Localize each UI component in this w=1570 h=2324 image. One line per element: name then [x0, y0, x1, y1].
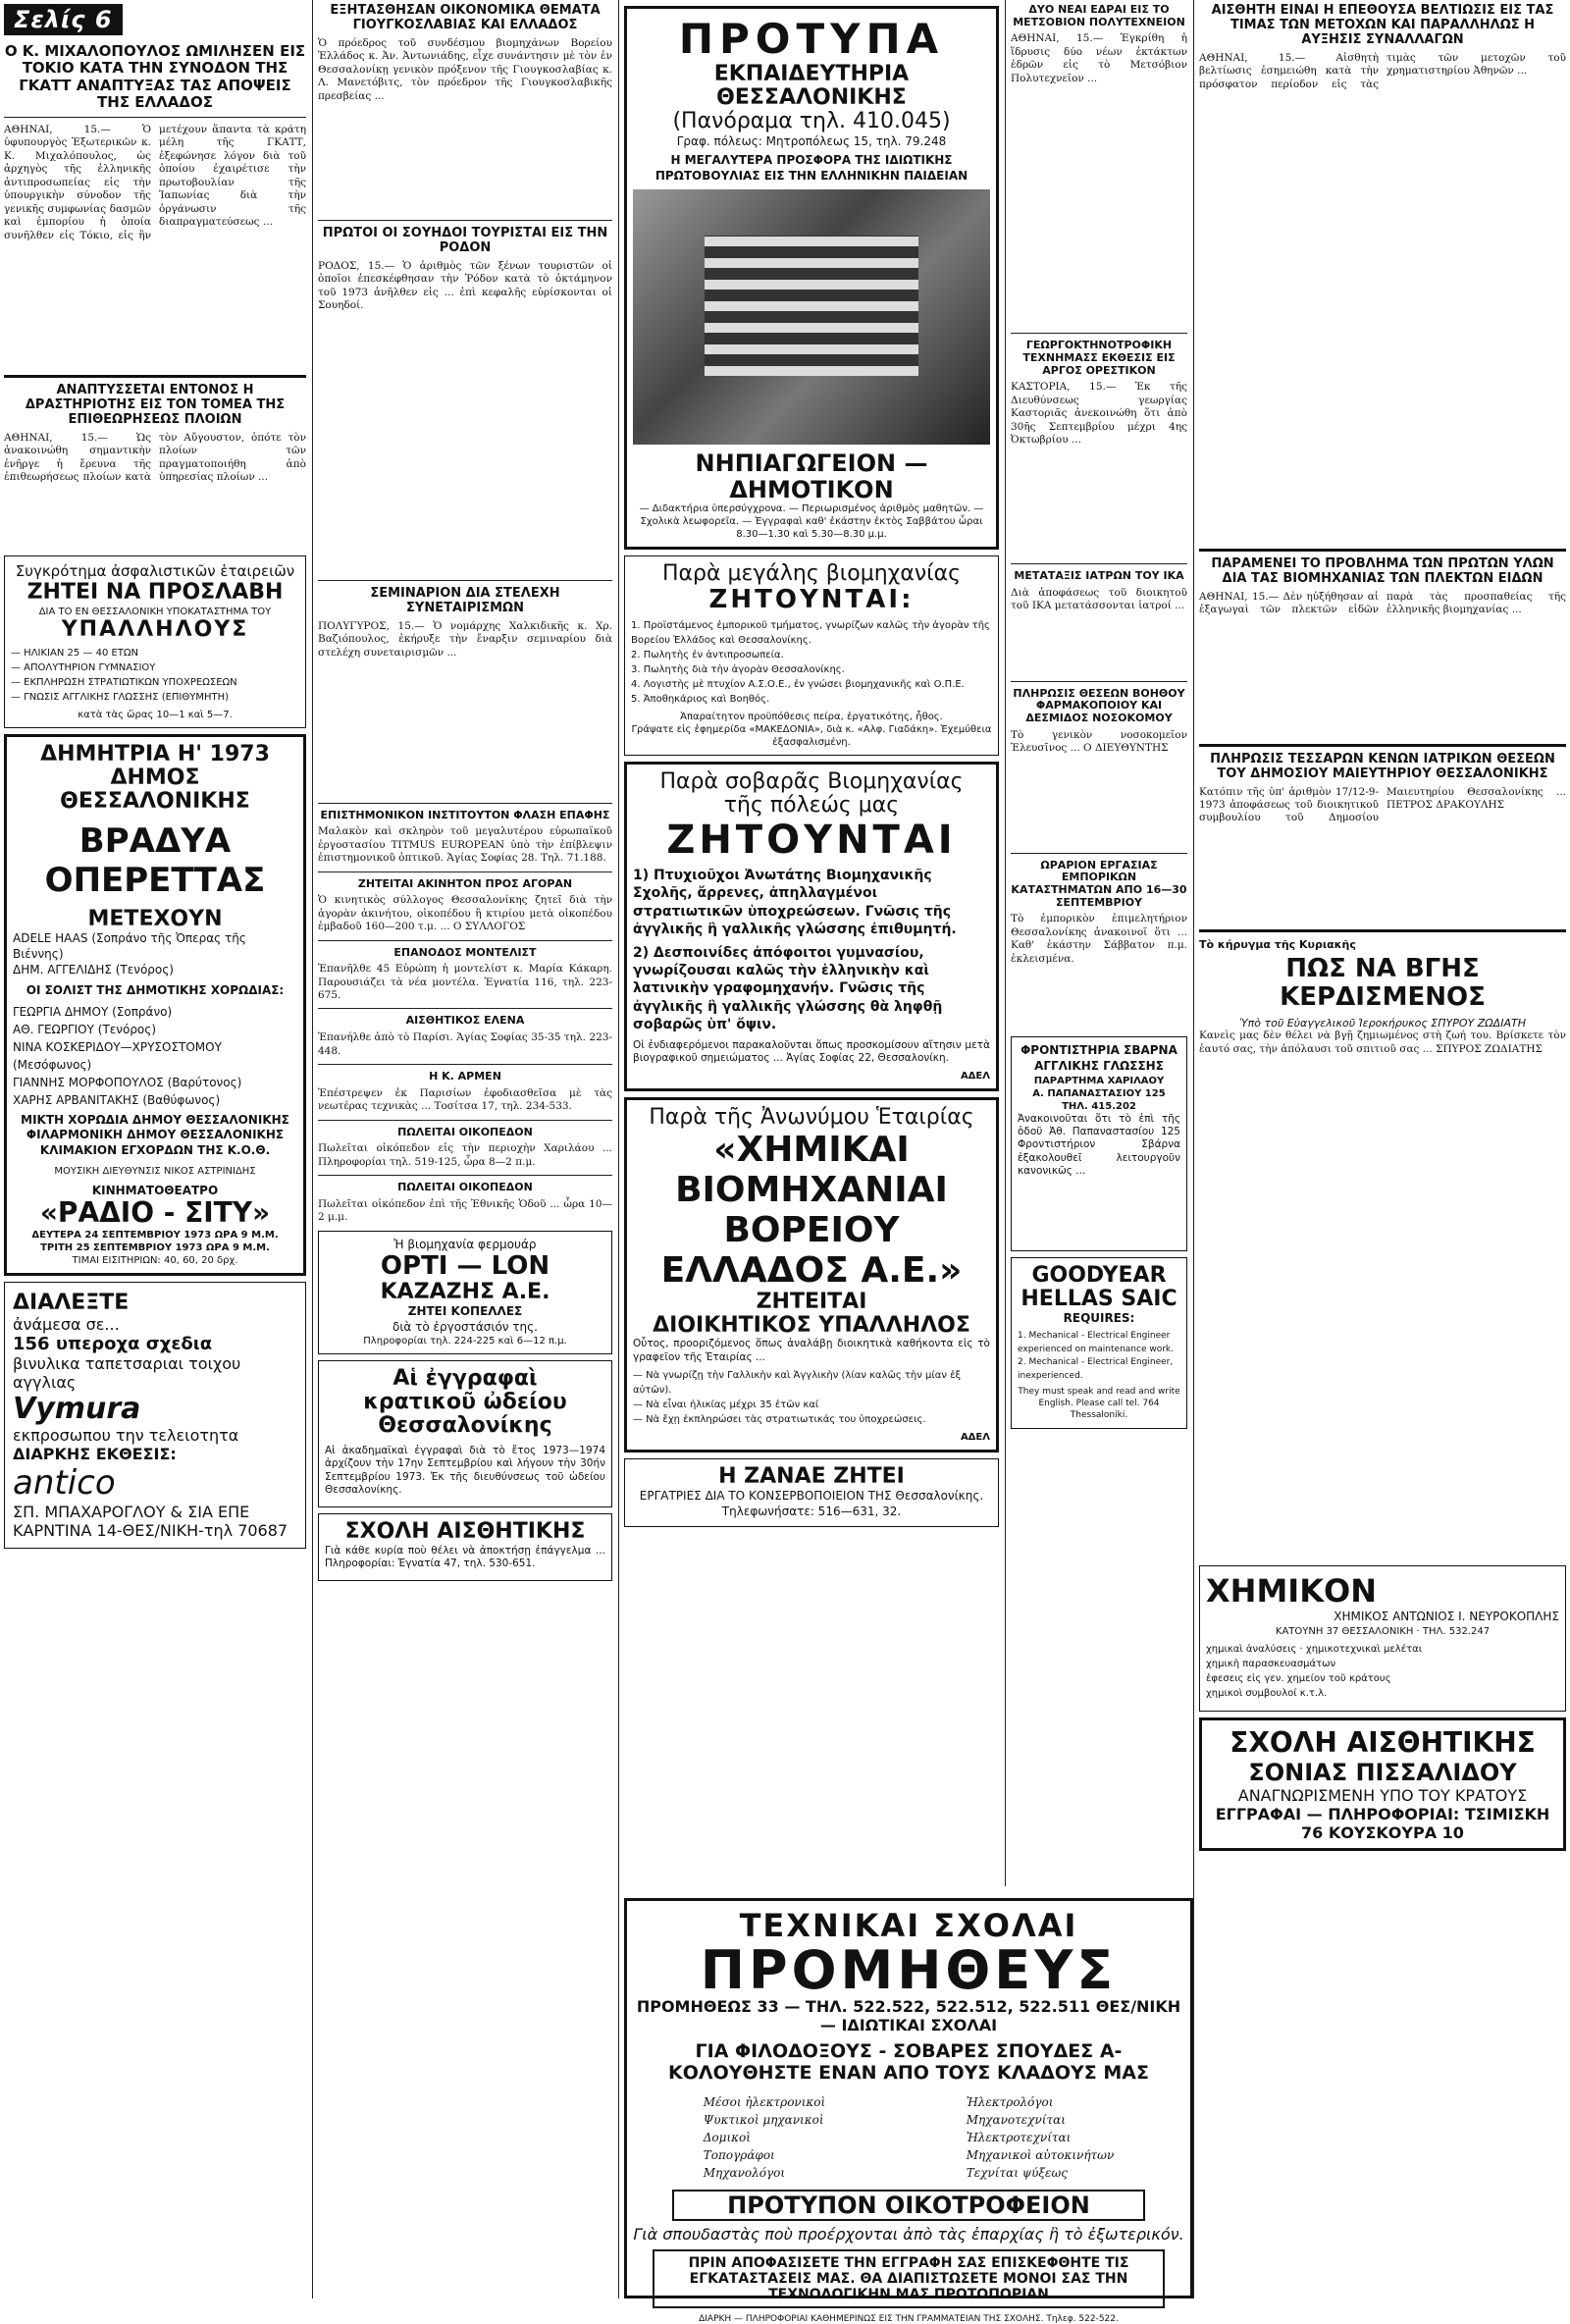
ad-title: ΣΧΟΛΗ ΑΙΣΘΗΤΙΚΗΣ: [1230, 1725, 1536, 1759]
list-item: Μηχανοτεχνίται: [966, 2113, 1066, 2127]
ad-heading: ΕΚΠΑΙΔΕΥΤΗΡΙΑ ΘΕΣΣΑΛΟΝΙΚΗΣ: [713, 62, 910, 111]
list-item: χημικοὶ συμβουλοί κ.τ.λ.: [1206, 1687, 1328, 1699]
list-item: — ΑΠΟΛΥΤΗΡΙΟΝ ΓΥΜΝΑΣΙΟΥ: [11, 661, 156, 673]
venue-name: «ΡΑΔΙΟ - ΣΙΤΥ»: [39, 1196, 271, 1230]
requirements-list: [633, 867, 990, 1033]
ad-subheading: ΟΙ ΣΟΛΙΣΤ ΤΗΣ ΔΗΜΟΤΙΚΗΣ ΧΟΡΩΔΙΑΣ:: [26, 983, 285, 998]
ad-line: ΤΗΛ. 415.202: [1062, 1100, 1136, 1112]
classified-title: ΠΩΛΕΙΤΑΙ ΟΙΚΟΠΕΔΟΝ: [397, 1125, 533, 1138]
ad-line: βινυλικα ταπετσαριαι τοιχου αγγλιας: [13, 1353, 241, 1392]
ad-body: Αἱ ἀκαδημαϊκαὶ ἐγγραφαὶ διὰ τὸ ἔτος 1973—1974 ἀρχίζουν τὴν 17ην Σεπτεμβρίου καὶ λήγουν τὴν 30ήν Σεπτεμβρίου 1973. Ἐκ τῆς διευθύνσεως τοῦ ὠδείου Θεσσαλονίκης.: [325, 1444, 605, 1496]
classified-title: ΠΩΛΕΙΤΑΙ ΟΙΚΟΠΕΔΟΝ: [397, 1181, 533, 1194]
ad-title: ΣΟΝΙΑΣ ΠΙΣΣΑΛΙΔΟΥ: [1248, 1758, 1517, 1786]
article-headline: ΑΙΣΘΗΤΗ ΕΙΝΑΙ Η ΕΠΕΘΟΥΣΑ ΒΕΛΤΙΩΣΙΣ ΕΙΣ ΤΑΣ ΤΙΜΑΣ ΤΩΝ ΜΕΤΟΧΩΝ ΚΑΙ ΠΑΡΑΛΛΗΛΩΣ Η ΑΥΞΗΣΙΣ ΣΥΝΑΛΛΑΓΩΝ: [1211, 3, 1554, 47]
classified-title: ΕΠΑΝΟΔΟΣ ΜΟΝΤΕΛΙΣΤ: [393, 945, 537, 959]
classified-body: Πωλεῖται οἰκόπεδον ἐπὶ τῆς Ἐθνικῆς Ὁδοῦ ... ὧρα 10—2 μ.μ.: [318, 1197, 612, 1224]
list-item: 1) Πτυχιοῦχοι Ἀνωτάτης Βιομηχανικῆς Σχολῆς, ἄρρενες, ἀπηλλαγμένοι στρατιωτικῶν ὑποχρεώσεων. Γνῶσις τῆς ἀγγλικῆς ἢ γαλλικῆς γλώσσης ἐπιθυμητή.: [633, 868, 957, 937]
ad-line: Η ΜΕΓΑΛΥΤΕΡΑ ΠΡΟΣΦΟΡΑ ΤΗΣ ΙΔΙΩΤΙΚΗΣ ΠΡΩΤΟΒΟΥΛΙΑΣ ΕΙΣ ΤΗΝ ΕΛΛΗΝΙΚΗΝ ΠΑΙΔΕΙΑΝ: [654, 153, 968, 183]
article-headline: ΠΑΡΑΜΕΝΕΙ ΤΟ ΠΡΟΒΛΗΜΑ ΤΩΝ ΠΡΩΤΩΝ ΥΛΩΝ ΔΙΑ ΤΑΣ ΒΙΟΜΗΧΑΝΙΑΣ ΤΩΝ ΠΛΕΚΤΩΝ ΕΙΔΩΝ: [1211, 555, 1554, 586]
article-body: ΑΘΗΝΑΙ, 15.— Δὲν ηὐξήθησαν αἱ ἐξαγωγαὶ τῶν πλεκτῶν εἰδῶν παρὰ τὰς προσπαθείας τῆς ἑλληνικῆς βιομηχανίας ...: [1199, 590, 1566, 616]
ad-line: (Πανόραμα τηλ. 410.045): [672, 109, 951, 134]
company-name: ΒΟΡΕΙΟΥ ΕΛΛΑΔΟΣ Α.Ε.»: [660, 1210, 963, 1292]
conservatory-ad: [318, 1360, 612, 1507]
school-name: ΠΡΟΜΗΘΕΥΣ: [700, 1939, 1118, 2001]
ad-line: κατὰ τὰς ὥρας 10—1 καὶ 5—7.: [78, 709, 233, 720]
list-item: — ΓΝΩΣΙΣ ΑΓΓΛΙΚΗΣ ΓΛΩΣΣΗΣ (ΕΠΙΘΥΜΗΤΗ): [11, 691, 230, 703]
ad-line: ΕΓΓΡΑΦΑΙ — ΠΛΗΡΟΦΟΡΙΑΙ: ΤΣΙΜΙΣΚΗ 76 ΚΟΥΣΚΟΥΡΑ 10: [1215, 1804, 1550, 1842]
list-item: ΧΑΡΗΣ ΑΡΒΑΝΙΤΑΚΗΣ (Βαθύφωνος): [13, 1092, 221, 1107]
operetta-ad: [4, 734, 306, 1276]
ad-code: ΑΔΕΛ: [960, 1432, 990, 1444]
ad-line: ΖΗΤΕΙ ΚΟΠΕΛΛΕΣ: [407, 1303, 523, 1318]
courses-list: [704, 2093, 825, 2182]
svarna-tutoring-ad: [1011, 1036, 1187, 1250]
ad-line: ΚΑΤΟΥΝΗ 37 ΘΕΣΣΑΛΟΝΙΚΗ · ΤΗΛ. 532.247: [1275, 1625, 1491, 1637]
list-item: χημικαὶ ἀναλύσεις · χημικοτεχνικαὶ μελέται: [1206, 1643, 1423, 1655]
list-item: 2. Mechanical - Electrical Engineer, inexperienced.: [1018, 1357, 1174, 1381]
services-list: [1206, 1642, 1559, 1701]
list-item: Τοπογράφοι: [703, 2148, 775, 2162]
ad-title: ΧΗΜΙΚΟΝ: [1206, 1572, 1377, 1611]
classified-body: Τὸ ἐμπορικὸν ἐπιμελητήριον Θεσσαλονίκης ἀνακοινοῖ ὅτι ... Καθ' ἑκάστην Σάββατον π.μ. ἐκλεισμένα.: [1011, 913, 1187, 965]
ad-heading: ΖΗΤΕΙ ΝΑ ΠΡΟΣΛΑΒΗ: [26, 580, 284, 606]
ad-line: ΔΙΑ ΤΟ ΕΝ ΘΕΣΣΑΛΟΝΙΚΗ ΥΠΟΚΑΤΑΣΤΗΜΑ ΤΟΥ: [38, 606, 272, 617]
ad-heading: ΜΕΤΕΧΟΥΝ: [87, 907, 223, 932]
ad-line: ΑΝΑΓΝΩΡΙΣΜΕΝΗ ΥΠΟ ΤΟΥ ΚΡΑΤΟΥΣ: [1237, 1785, 1528, 1805]
article-headline: Ο Κ. ΜΙΧΑΛΟΠΟΥΛΟΣ ΩΜΙΛΗΣΕΝ ΕΙΣ ΤΟΚΙΟ ΚΑΤΑ ΤΗΝ ΣΥΝΟΔΟΝ ΤΗΣ ΓΚΑΤΤ ΑΝΑΠΤΥΞΑΣ ΤΑΣ ΑΠΟΨΕΙΣ ΤΗΣ ΕΛΛΑΔΟΣ: [4, 42, 306, 111]
requirements-list: [11, 646, 299, 705]
ad-heading: ΖΗΤΟΥΝΤΑΙ:: [708, 585, 915, 615]
list-item: ΑΘ. ΓΕΩΡΓΙΟΥ (Τενόρος): [13, 1022, 156, 1036]
ad-line: 156 υπεροχα σχεδια: [13, 1333, 213, 1354]
ad-line: ἀνάμεσα σε...: [13, 1314, 120, 1334]
list-item: Ψυκτικοὶ μηχανικοὶ: [703, 2113, 824, 2127]
ad-line: — Διδακτήρια ὑπερσύγχρονα. — Περιωρισμένος ἀριθμὸς μαθητῶν. — Σχολικὰ λεωφορεῖα. — Ἐγγραφαὶ καθ' ἑκάστην ἐκτὸς Σαββάτου ὧραι 8.30—1.30 καὶ 5.30—8.30 μ.μ.: [639, 503, 984, 541]
ad-callout: ΠΡΙΝ ΑΠΟΦΑΣΙΣΕΤΕ ΤΗΝ ΕΓΓΡΑΦΗ ΣΑΣ ΕΠΙΣΚΕΦΘΗΤΕ ΤΙΣ ΕΓΚΑΤΑΣΤΑΣΕΙΣ ΜΑΣ. ΘΑ ΔΙΑΠΙΣΤΩΣΕΤΕ ΜΟΝΟΙ ΣΑΣ ΤΗΝ ΤΕΧΝΟΛΟΓΙΚΗΝ ΜΑΣ ΠΡΩΤΟΠΟΡΙΑΝ: [653, 2249, 1165, 2308]
ad-body: Οὗτος, προοριζόμενος ὅπως ἀναλάβῃ διοικητικὰ καθήκοντα εἰς τὸ γραφεῖον τῆς Ἑταιρίας ...: [633, 1338, 990, 1363]
list-item: 2) Δεσποινίδες ἀπόφοιτοι γυμνασίου, γνωρίζουσαι καλῶς τὴν ἑλληνικὴν καὶ λατινικὴν γραφομηχανήν. Γνῶσις τῆς ἀγγλικῆς ἢ γαλλικῆς γλώσσης θὰ ληφθῇ σοβαρῶς ὑπ' ὄψιν.: [633, 945, 943, 1032]
chemistry-lab-ad: [1199, 1565, 1566, 1712]
article-body: Ὁ πρόεδρος τοῦ συνδέσμου βιομηχάνων Βορείου Ἑλλάδος κ. Ἀν. Ἀντωνιάδης, εἶχε συνάντησιν μὲ τὸν ἐν Θεσσαλονίκῃ γενικὸν πρόξενον τῆς Γιουγκοσλαβίας κ. Λ. Μανετόβιτς, τὸν πρόεδρον τῆς Γιουγκοσλαβικῆς πρεσβείας ...: [318, 36, 612, 102]
serious-industry-ad: [624, 762, 999, 1091]
ad-line: ΔΙΑΡΚΗΣ ΕΚΘΕΣΙΣ:: [13, 1444, 177, 1463]
classified-title: ΩΡΑΡΙΟΝ ΕΡΓΑΣΙΑΣ ΕΜΠΟΡΙΚΩΝ ΚΑΤΑΣΤΗΜΑΤΩΝ ΑΠΟ 16—30 ΣΕΠΤΕΜΒΡΙΟΥ: [1011, 858, 1187, 909]
classified-title: ΠΛΗΡΩΣΙΣ ΘΕΣΕΩΝ ΒΟΗΘΟΥ ΦΑΡΜΑΚΟΠΟΙΟΥ ΚΑΙ ΔΕΣΜΙΔΟΣ ΝΟΣΟΚΟΜΟΥ: [1013, 686, 1185, 725]
ad-line: Γιὰ σπουδαστὰς ποὺ προέρχονται ἀπὸ τὰς ἐπαρχίας ἢ τὸ ἐξωτερικόν.: [633, 2225, 1184, 2244]
list-item: 5. Ἀποθηκάριος καὶ Βοηθός.: [631, 693, 770, 705]
article-body: ΑΘΗΝΑΙ, 15.— Αἰσθητὴ βελτίωσις ἐσημειώθη κατὰ τὴν πρόσφατον περίοδον εἰς τὰς τιμὰς τῶν μετοχῶν τοῦ χρηματιστηρίου Ἀθηνῶν ...: [1199, 51, 1566, 90]
byline: Ὑπὸ τοῦ Εὐαγγελικοῦ Ἱεροκήρυκος ΣΠΥΡΟΥ ΖΩΔΙΑΤΗ: [1239, 1017, 1526, 1030]
column-4: [1011, 0, 1187, 1886]
ad-code: ΑΔΕΛ: [960, 1070, 990, 1082]
list-item: — ΕΚΠΛΗΡΩΣΗ ΣΤΡΑΤΙΩΤΙΚΩΝ ΥΠΟΧΡΕΩΣΕΩΝ: [11, 676, 237, 688]
ad-body: Οἱ ἐνδιαφερόμενοι παρακαλοῦνται ὅπως προσκομίσουν αἴτησιν μετὰ βιογραφικοῦ σημειώματος ... Ἁγίας Σοφίας 22, Θεσσαλονίκη.: [633, 1038, 990, 1065]
article-headline: ΣΕΜΙΝΑΡΙΟΝ ΔΙΑ ΣΤΕΛΕΧΗ ΣΥΝΕΤΑΙΡΙΣΜΩΝ: [370, 585, 560, 615]
article-headline: ΓΕΩΡΓΟΚΤΗΝΟΤΡΟΦΙΚΗ ΤΕΧΝΗΜΑΣΣ ΕΚΘΕΣΙΣ ΕΙΣ ΑΡΓΟΣ ΟΡΕΣΤΙΚΟΝ: [1022, 339, 1176, 377]
classified-title: ΕΠΙΣΤΗΜΟΝΙΚΟΝ ΙΝΣΤΙΤΟΥΤΟΝ ΦΛΑΣΗ ΕΠΑΦΗΣ: [320, 808, 610, 821]
ad-title: ΖΗΤΟΥΝΤΑΙ: [666, 818, 957, 864]
article-body: ΠΟΛΥΓΥΡΟΣ, 15.— Ὁ νομάρχης Χαλκιδικῆς κ. Χρ. Βαζιόπουλος, ἐκήρυξε τὴν ἔναρξιν σεμιναρίου διὰ στελέχη συνεταιρισμῶν ...: [318, 619, 612, 659]
vymura-ad: [4, 1282, 306, 1549]
article-body: Κατόπιν τῆς ὑπ' ἀριθμὸν 17/12-9-1973 ἀποφάσεως τοῦ διοικητικοῦ συμβουλίου τοῦ Δημοσίου Μαιευτηρίου Θεσσαλονίκης ... ΠΕΤΡΟΣ ΔΡΑΚΟΥΛΗΣ: [1199, 785, 1566, 824]
article-headline: ΠΛΗΡΩΣΙΣ ΤΕΣΣΑΡΩΝ ΚΕΝΩΝ ΙΑΤΡΙΚΩΝ ΘΕΣΕΩΝ ΤΟΥ ΔΗΜΟΣΙΟΥ ΜΑΙΕΥΤΗΡΙΟΥ ΘΕΣΣΑΛΟΝΙΚΗΣ: [1210, 751, 1555, 781]
brand-logo: Vymura: [13, 1391, 141, 1426]
brand-logo: antico: [13, 1462, 116, 1503]
date-line: ΔΕΥΤΕΡΑ 24 ΣΕΠΤΕΜΒΡΙΟΥ 1973 ΩΡΑ 9 Μ.Μ.: [31, 1229, 279, 1241]
ad-heading: Αἱ ἐγγραφαὶ: [392, 1366, 538, 1392]
ad-heading: ΤΕΧΝΙΚΑΙ ΣΧΟΛΑΙ: [739, 1907, 1078, 1944]
ad-line: They must speak and read and write English. Please call tel. 764 Thessaloniki.: [1018, 1387, 1180, 1420]
ad-line: ΚΑΡΝΤΙΝΑ 14-ΘΕΣ/ΝΙΚΗ-τηλ 70687: [13, 1520, 288, 1540]
ad-body: Ἀνακοινοῦται ὅτι τὸ ἐπὶ τῆς ὁδοῦ Ἀθ. Παπαναστασίου 125 Φροντιστήριον Σβάρνα ἐξακολουθεῖ λειτουργοῦν κανονικῶς ...: [1018, 1112, 1180, 1178]
list-item: ΓΙΑΝΝΗΣ ΜΟΡΦΟΠΟΥΛΟΣ (Βαρύτονος): [13, 1075, 242, 1089]
list-item: — ΗΛΙΚΙΑΝ 25 — 40 ΕΤΩΝ: [11, 647, 139, 659]
ad-line: Παρὰ σοβαρᾶς Βιομηχανίας: [659, 768, 964, 794]
positions-list: [631, 618, 992, 707]
ad-heading: Η ΖΑΝΑΕ ΖΗΤΕΙ: [718, 1464, 905, 1490]
ad-line: εκπροσωπου την τελειοτητα: [13, 1425, 239, 1445]
ad-heading: ΝΗΠΙΑΓΩΓΕΙΟΝ — ΔΗΜΟΤΙΚΟΝ: [695, 449, 928, 503]
ad-line: ΔΙΑΡΚΗ — ΠΛΗΡΟΦΟΡΙΑΙ ΚΑΘΗΜΕΡΙΝΩΣ ΕΙΣ ΤΗΝ ΓΡΑΜΜΑΤΕΙΑΝ ΤΗΣ ΣΧΟΛΗΣ. Τηλεφ. 522-522.: [699, 2314, 1119, 2324]
ad-line: ΣΠ. ΜΠΑΧΑΡΟΓΛΟΥ & ΣΙΑ ΕΠΕ: [13, 1502, 250, 1521]
ad-heading: ΔΙΑΛΕΞΤΕ: [13, 1290, 130, 1315]
list-item: 3. Πωλητὴς διὰ τὴν ἀγορὰν Θεσσαλονίκης.: [631, 663, 845, 675]
classified-body: Πωλεῖται οἰκόπεδον εἰς τὴν περιοχὴν Χαριλάου ... Πληροφορίαι τηλ. 519-125, ὧρα 8—2 π.μ.: [318, 1142, 612, 1168]
list-item: χημικὴ παρασκευασμάτων: [1206, 1658, 1336, 1669]
ad-heading: ΥΠΑΛΛΗΛΟΥΣ: [61, 616, 249, 642]
ad-line: Γράψατε εἰς ἐφημερίδα «ΜΑΚΕΔΟΝΙΑ», διὰ κ. «Αλφ. Γιαδάκη». Ἐχεμύθεια ἐξασφαλισμένη.: [631, 723, 992, 748]
insurance-ad: [4, 555, 306, 728]
classified-body: Ὁ κινητικὸς σύλλογος Θεσσαλονίκης ζητεῖ διὰ τὴν ἀγορὰν ἀκινήτου, οἰκοπέδου ἢ κτιρίου μετὰ οἰκοπέδου ἐμβαδοῦ 160—200 τ.μ. ... Ο ΣΥΛΛΟΓΟΣ: [318, 894, 612, 933]
list-item: ΓΕΩΡΓΙΑ ΔΗΜΟΥ (Σοπράνο): [13, 1004, 173, 1019]
list-item: — Νὰ εἶναι ἡλικίας μέχρι 35 ἐτῶν καί: [633, 1400, 819, 1411]
ad-heading: ΖΗΤΕΙΤΑΙ: [756, 1290, 867, 1315]
classified-body: Τὸ γενικὸν νοσοκομεῖον Ἐλευσῖνος ... Ο ΔΙΕΥΘΥΝΤΗΣ: [1011, 728, 1187, 755]
ad-line: ΠΡΟΜΗΘΕΩΣ 33 — ΤΗΛ. 522.522, 522.512, 522.511 ΘΕΣ/ΝΙΚΗ — ΙΔΙΩΤΙΚΑΙ ΣΧΟΛΑΙ: [636, 1997, 1181, 2034]
section-kicker: Τὸ κήρυγμα τῆς Κυριακῆς: [1199, 937, 1356, 951]
article-headline: ΔΥΟ ΝΕΑΙ ΕΔΡΑΙ ΕΙΣ ΤΟ ΜΕΤΣΟΒΙΟΝ ΠΟΛΥΤΕΧΝΕΙΟΝ: [1013, 3, 1185, 28]
column-1: [4, 0, 306, 2298]
article-headline: ΜΕΤΑΤΑΞΙΣ ΙΑΤΡΩΝ ΤΟΥ ΙΚΑ: [1014, 569, 1184, 583]
list-item: Μηχανολόγοι: [703, 2166, 786, 2180]
list-item: 1. Προϊστάμενος ἐμπορικοῦ τμήματος, γνωρίζων καλῶς τὴν ἀγορὰν τῆς Βορείου Ἑλλάδος καὶ Θεσσαλονίκης.: [631, 619, 990, 646]
ad-line: ΚΛΙΜΑΚΙΟΝ ΕΓΧΟΡΔΩΝ ΤΗΣ Κ.Ο.Θ.: [39, 1143, 271, 1157]
ad-heading: ΓΙΑ ΦΙΛΟΔΟΞΟΥΣ - ΣΟΒΑΡΕΣ ΣΠΟΥΔΕΣ Α-ΚΟΛΟΥΘΗΣΤΕ ΕΝΑΝ ΑΠΟ ΤΟΥΣ ΚΛΑΔΟΥΣ ΜΑΣ: [668, 2040, 1149, 2084]
ad-line: ΠΑΡΑΡΤΗΜΑ ΧΑΡΙΛΑΟΥ: [1033, 1075, 1165, 1086]
chemical-industries-ad: [624, 1097, 999, 1452]
ad-heading: ΔΙΟΙΚΗΤΙΚΟΣ ΥΠΑΛΛΗΛΟΣ: [653, 1313, 970, 1339]
ad-line: Ἡ βιομηχανία φερμουάρ: [393, 1237, 537, 1251]
classified-body: Ἐπέστρεψεν ἐκ Παρισίων ἐφοδιασθεῖσα μὲ τὰς νεωτέρας τεχνικὰς ... Τοσίτσα 17, τηλ. 234-533.: [318, 1086, 612, 1113]
ad-line: ΤΙΜΑΙ ΕΙΣΙΤΗΡΙΩΝ: 40, 60, 20 δρχ.: [72, 1254, 238, 1266]
ad-line: Παρὰ μεγάλης βιομηχανίας: [661, 561, 962, 587]
ad-line: Ἀπαραίτητον προϋπόθεσις πείρα, ἐργατικότης, ἦθος.: [680, 711, 943, 722]
article-body: Διὰ ἀποφάσεως τοῦ διοικητοῦ τοῦ ΙΚΑ μετατάσσονται ἰατροί ...: [1011, 586, 1187, 612]
ad-heading: REQUIRES:: [1063, 1310, 1135, 1325]
ad-line: ΚΙΝΗΜΑΤΟΘΕΑΤΡΟ: [91, 1183, 219, 1197]
article-body: ΚΑΣΤΟΡΙΑ, 15.— Ἐκ τῆς Διευθύνσεως γεωργίας Καστοριᾶς ἀνεκοινώθη ὅτι ἀπὸ 30ῆς Σεπτεμβρίου μέχρι 4ης Ὀκτωβρίου ...: [1011, 381, 1187, 446]
goodyear-ad: [1011, 1257, 1187, 1429]
classified-title: Η Κ. ΑΡΜΕΝ: [429, 1070, 501, 1083]
article-body: ΑΘΗΝΑΙ, 15.— Ἐγκρίθη ἡ ἵδρυσις δύο νέων ἐκτάκτων ἑδρῶν εἰς τὸ Μετσόβιον Πολυτεχνεῖον ...: [1011, 32, 1187, 84]
ad-title: OPTI — LON: [380, 1251, 550, 1282]
ad-line: Συγκρότημα ἀσφαλιστικῶν ἑταιρειῶν: [15, 561, 295, 580]
list-item: Μέσοι ἠλεκτρονικοὶ: [703, 2095, 826, 2109]
list-item: Δομικοὶ: [703, 2131, 751, 2144]
ad-heading: ΚΑΖΑΖΗΣ Α.Ε.: [380, 1279, 550, 1304]
ad-title: ΒΡΑΔΥΑ ΟΠΕΡΕΤΤΑΣ: [44, 821, 266, 901]
list-item: Μηχανικοὶ αὐτοκινήτων: [966, 2148, 1115, 2162]
ad-heading: Θεσσαλονίκης: [378, 1413, 552, 1439]
soloists-list: [13, 1003, 297, 1109]
ad-heading: ΠΡΟΤΥΠΟΝ ΟΙΚΟΤΡΟΦΕΙΟΝ: [672, 2190, 1145, 2221]
protypa-schools-ad: [624, 6, 999, 550]
date-line: ΤΡΙΤΗ 25 ΣΕΠΤΕΜΒΡΙΟΥ 1973 ΩΡΑ 9 Μ.Μ.: [40, 1241, 270, 1253]
classified-title: ΑΙΣΘΗΤΙΚΟΣ ΕΛΕΝΑ: [405, 1014, 525, 1028]
ad-line: τῆς πόλεώς μας: [723, 793, 900, 819]
list-item: ἐφεσεις εἰς γεν. χημείον τοῦ κράτους: [1206, 1672, 1391, 1684]
ad-heading: ΔΗΜΟΣ ΘΕΣΣΑΛΟΝΙΚΗΣ: [60, 765, 250, 815]
ad-line: Α. ΠΑΠΑΝΑΣΤΑΣΙΟΥ 125: [1032, 1087, 1166, 1099]
ad-title: ΠΡΟΤΥΠΑ: [678, 15, 945, 63]
ad-line: ΦΙΛΑΡΜΟΝΙΚΗ ΔΗΜΟΥ ΘΕΣΣΑΛΟΝΙΚΗΣ: [26, 1128, 285, 1142]
list-item: Τεχνίται ψύξεως: [966, 2166, 1068, 2180]
ad-line: ΕΡΓΑΤΡΙΕΣ ΔΙΑ ΤΟ ΚΟΝΣΕΡΒΟΠΟΙΕΙΟΝ ΤΗΣ Θεσσαλονίκης. Τηλεφωνήσατε: 516—631, 32.: [639, 1489, 984, 1519]
ad-line: ΜΙΚΤΗ ΧΟΡΩΔΙΑ ΔΗΜΟΥ ΘΕΣΣΑΛΟΝΙΚΗΣ: [21, 1112, 289, 1127]
requirements-list: [1018, 1330, 1180, 1383]
article-headline: ΠΡΩΤΟΙ ΟΙ ΣΟΥΗΔΟΙ ΤΟΥΡΙΣΤΑΙ ΕΙΣ ΤΗΝ ΡΟΔΟΝ: [322, 225, 608, 255]
page-number-masthead: Σελίς 6: [4, 4, 123, 35]
ad-line: Παρὰ τῆς Ἀνωνύμου Ἑταιρίας: [649, 1104, 974, 1130]
article-body: ΑΘΗΝΑΙ, 15.— Ὁ ὑφυπουργὸς Ἐξωτερικῶν κ. Κ. Μιχαλόπουλος, ὡς ἀρχηγὸς τῆς ἑλληνικῆς ἀντιπροσωπείας εἰς τὴν ὑπουργικὴν σύνοδον τῆς γενικῆς συμφωνίας δασμῶν καὶ ἐμπορίου ἡ ὁποία συνῆλθεν εἰς Τόκιο, εἰς ἣν μετέχουν ἅπαντα τὰ κράτη μέλη τῆς ΓΚΑΤΤ, ἐξεφώνησε λόγον διὰ τοῦ ὁποίου ἐχαιρέτισε τὴν πρωτοβουλίαν τῆς Ἰαπωνίας διὰ τὴν ὀργάνωσιν τῆς διαπραγματεύσεως ...: [4, 124, 306, 241]
list-item: 4. Λογιστὴς μὲ πτυχίον Α.Σ.Ο.Ε., ἐν γνώσει βιομηχανικῆς καὶ Ο.Π.Ε.: [631, 678, 965, 690]
list-item: 2. Πωλητὴς ἐν ἀντιπροσωπεία.: [631, 649, 784, 660]
article-headline: ΑΝΑΠΤΥΣΣΕΤΑΙ ΕΝΤΟΝΟΣ Η ΔΡΑΣΤΗΡΙΟΤΗΣ ΕΙΣ ΤΟΝ ΤΟΜΕΑ ΤΗΣ ΕΠΙΘΕΩΡΗΣΕΩΣ ΠΛΟΙΩΝ: [25, 383, 286, 427]
company-name: HELLAS SAIC: [1020, 1286, 1178, 1311]
company-name: GOODYEAR: [1031, 1262, 1167, 1288]
column-3: [624, 0, 999, 1886]
pissalidou-school-ad: [1199, 1717, 1566, 1851]
ad-title: ΣΧΟΛΗ ΑΙΣΘΗΤΙΚΗΣ: [344, 1519, 586, 1545]
school-building-photo: [633, 189, 990, 445]
classified-body: Ἐπανῆλθε 45 Εὐρώπη ἡ μοντελίστ κ. Μαρία Κάκαρη. Παρουσιάζει τὰ νέα μοντέλα. Ἐγνατία 116, τηλ. 223-675.: [318, 963, 612, 1002]
ad-heading: ΑΓΓΛΙΚΗΣ ΓΛΩΣΣΗΣ: [1034, 1058, 1164, 1073]
classified-body: Μαλακὸν καὶ σκληρὸν τοῦ μεγαλυτέρου εὐρωπαϊκοῦ ἐργοστασίου TITMUS EUROPEAN ὑπὸ τὴν ἐπίβλεψιν ἐπιστημονικοῦ ὀπτικοῦ. Ἁγίας Σοφίας 28. Τηλ. 71.188.: [318, 825, 612, 865]
article-headline: ΠΩΣ ΝΑ ΒΓΗΣ ΚΕΡΔΙΣΜΕΝΟΣ: [1280, 953, 1486, 1013]
ad-heading: ΔΗΜΗΤΡΙΑ Η' 1973: [40, 741, 270, 766]
list-item: Ἠλεκτρολόγοι: [966, 2095, 1054, 2109]
list-item: Ἠλεκτροτεχνίται: [966, 2131, 1072, 2144]
ad-line: Γραφ. πόλεως: Μητροπόλεως 15, τηλ. 79.248: [676, 133, 947, 148]
ad-line: ΧΗΜΙΚΟΣ ΑΝΤΩΝΙΟΣ Ι. ΝΕΥΡΟΚΟΠΛΗΣ: [1334, 1610, 1559, 1624]
ad-heading: κρατικοῦ ὠδείου: [363, 1390, 567, 1415]
requirements-list: [633, 1368, 990, 1427]
ad-body: Γιὰ κάθε κυρία ποὺ θέλει νὰ ἀποκτήσῃ ἐπάγγελμα ... Πληροφορίαι: Ἐγνατία 47, τηλ. 530-651.: [325, 1544, 605, 1570]
courses-list: [967, 2093, 1115, 2182]
optilon-ad: [318, 1231, 612, 1355]
ad-heading: ΦΡΟΝΤΙΣΤΗΡΙΑ ΣΒΑΡΝΑ: [1020, 1043, 1178, 1058]
ad-line: Πληροφορίαι τηλ. 224-225 καὶ 6—12 π.μ.: [363, 1336, 567, 1347]
article-body: ΑΘΗΝΑΙ, 15.— Ὡς ἀνακοινώθη σημαντικὴν ἐνῆργε ἡ ἔρευνα τῆς ἐπιθεωρήσεως πλοίων κατὰ τὸν Αὔγουστον, ὁπότε τὸν πλοίων τῶν πραγματοποιήθη ἀπὸ ὑπηρεσίας πλοίων ...: [4, 431, 306, 484]
promitheus-school-ad: [624, 1898, 1193, 2324]
classified-body: Ἐπανήλθε ἀπὸ τὸ Παρίσι. Ἁγίας Σοφίας 35-35 τηλ. 223-448.: [318, 1031, 612, 1057]
column-5: [1199, 0, 1566, 2298]
list-item: 1. Mechanical - Electrical Engineer experienced on maintenance work.: [1018, 1331, 1174, 1354]
article-body: ΡΟΔΟΣ, 15.— Ὁ ἀριθμὸς τῶν ξένων τουριστῶν οἱ ὁποῖοι ἐπεσκέφθησαν τὴν Ῥόδον κατὰ τὸ ὀκτάμηνον τοῦ 1973 ἀνῆλθεν εἰς ... ἐπὶ κεφαλῆς εὑρίσκονται οἱ Σουηδοί.: [318, 259, 612, 312]
column-2: [318, 0, 612, 2298]
ad-line: ΜΟΥΣΙΚΗ ΔΙΕΥΘΥΝΣΙΣ ΝΙΚΟΣ ΑΣΤΡΙΝΙΔΗΣ: [54, 1165, 256, 1177]
industry-jobs-ad: [624, 555, 999, 756]
list-item: — Νὰ ἔχῃ ἐκπληρώσει τὰς στρατιωτικάς του ὑποχρεώσεις.: [633, 1414, 926, 1426]
classified-title: ΖΗΤΕΙΤΑΙ ΑΚΙΝΗΤΟΝ ΠΡΟΣ ΑΓΟΡΑΝ: [357, 876, 573, 890]
list-item: ΝΙΝΑ ΚΟΣΚΕΡΙΔΟΥ—ΧΡΥΣΟΣΤΟΜΟΥ (Μεσόφωνος): [13, 1039, 222, 1072]
performer: ADELE HAAS (Σοπράνο τῆς Ὀπερας τῆς Βιέννης): [13, 931, 246, 962]
company-name: «ΧΗΜΙΚΑΙ ΒΙΟΜΗΧΑΝΙΑΙ: [675, 1130, 948, 1211]
performer: ΔΗΜ. ΑΓΓΕΛΙΔΗΣ (Τενόρος): [13, 962, 174, 977]
list-item: — Νὰ γνωρίζῃ τὴν Γαλλικὴν καὶ Ἀγγλικὴν (λίαν καλῶς τὴν μίαν ἐξ αὐτῶν).: [633, 1370, 962, 1397]
article-body: Κανεὶς μας δὲν θέλει νὰ βγῇ ζημιωμένος στὴ ζωή του. Βρίσκετε τὸν ἑαυτό σας, τὴν ἀπόλαυσι τοῦ σπιτιοῦ σας ... ΣΠΥΡΟΣ ΖΩΔΙΑΤΗΣ: [1199, 1030, 1566, 1055]
article-headline: ΕΞΗΤΑΣΘΗΣΑΝ ΟΙΚΟΝΟΜΙΚΑ ΘΕΜΑΤΑ ΓΙΟΥΓΚΟΣΛΑΒΙΑΣ ΚΑΙ ΕΛΛΑΔΟΣ: [330, 3, 601, 32]
zanae-ad: [624, 1458, 999, 1526]
beauty-school-ad: [318, 1513, 612, 1581]
ad-line: διὰ τὸ ἐργοστάσιόν της.: [392, 1319, 538, 1334]
